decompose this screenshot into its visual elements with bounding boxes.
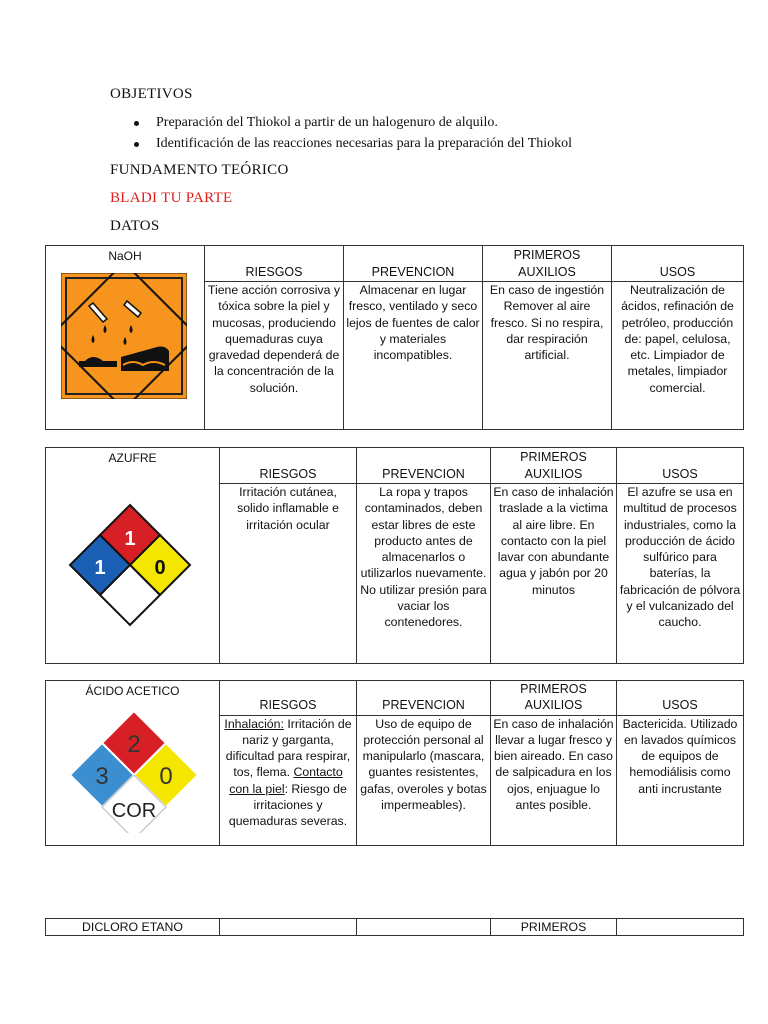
col-primeros-auxilios: PRIMEROS AUXILIOS	[483, 246, 612, 282]
col-primeros: PRIMEROS	[491, 919, 617, 936]
azufre-usos: El azufre se usa en multitud de procesos industriales, como la producción de ácido sulfúrico para baterías, la fabricación de pólvora y el vulcanizado del caucho.	[617, 484, 744, 664]
heading-fundamento: FUNDAMENTO TEÓRICO	[110, 162, 289, 178]
svg-text:0: 0	[154, 557, 166, 579]
svg-text:2: 2	[127, 731, 141, 758]
list-item: Preparación del Thiokol a partir de un halogenuro de alquilo.	[132, 114, 572, 135]
col-primeros-auxilios: PRIMEROS AUXILIOS	[491, 448, 617, 484]
corrosive-pictogram-icon	[61, 273, 187, 399]
nfpa-diamond-icon	[64, 709, 204, 833]
naoh-prevencion: Almacenar en lugar fresco, ventilado y seco lejos de fuentes de calor y materiales incompatibles.	[344, 282, 483, 430]
bullet-icon	[134, 121, 139, 126]
svg-text:1: 1	[124, 528, 136, 550]
col-riesgos: RIESGOS	[205, 246, 344, 282]
bullet-icon	[134, 142, 139, 147]
svg-text:0: 0	[159, 763, 173, 790]
acido-image-cell	[46, 681, 220, 846]
chem-name: NaOH	[108, 249, 142, 263]
col-prevencion: PREVENCION	[357, 681, 491, 716]
chem-name: ÁCIDO ACETICO	[85, 684, 180, 698]
table-acido-acetico	[45, 680, 744, 846]
col-usos: USOS	[617, 681, 744, 716]
acido-auxilios: En caso de inhalación llevar a lugar fresco y bien aireado. En caso de salpicadura en los ojos, enjuague lo antes posible.	[491, 715, 617, 845]
table-azufre	[45, 447, 744, 664]
svg-text:3: 3	[95, 763, 109, 790]
chem-name: DICLORO ETANO	[46, 919, 220, 936]
table-naoh	[45, 245, 744, 430]
acido-prevencion: Uso de equipo de protección personal al manipularlo (mascara, guantes resistentes, gafas, overoles y botas impermeables).	[357, 715, 491, 845]
naoh-usos: Neutralización de ácidos, refinación de petróleo, producción de: papel, celulosa, etc. Limpiador de metales, limpiador comercial.	[612, 282, 744, 430]
col-usos: USOS	[617, 448, 744, 484]
col-riesgos: RIESGOS	[220, 681, 357, 716]
col-prevencion: PREVENCION	[357, 448, 491, 484]
naoh-image-cell	[46, 246, 205, 430]
azufre-image-cell	[46, 448, 220, 664]
col-prevencion: PREVENCION	[344, 246, 483, 282]
azufre-prevencion: La ropa y trapos contaminados, deben estar libres de este producto antes de almacenarlos o utilizarlos nuevamente. No utilizar presión para vaciar los contenedores.	[357, 484, 491, 664]
nfpa-diamond-icon	[68, 503, 192, 627]
heading-bladi: BLADI TU PARTE	[110, 190, 233, 206]
naoh-riesgos: Tiene acción corrosiva y tóxica sobre la piel y mucosas, produciendo quemaduras cuya gravedad dependerá de la concentración de la solución.	[205, 282, 344, 430]
azufre-auxilios: En caso de inhalación traslade a la victima al aire libre. En contacto con la piel lavar con abundante agua y jabón por 20 minutos	[491, 484, 617, 664]
acido-usos: Bactericida. Utilizado en lavados químicos de equipos de hemodiálisis como anti incrustante	[617, 715, 744, 845]
svg-text:1: 1	[94, 557, 106, 579]
col-usos: USOS	[612, 246, 744, 282]
objetivos-list	[132, 114, 572, 156]
col-riesgos: RIESGOS	[220, 448, 357, 484]
col-primeros-auxilios: PRIMEROS AUXILIOS	[491, 681, 617, 716]
heading-objetivos: OBJETIVOS	[110, 86, 193, 102]
naoh-auxilios: En caso de ingestión Remover al aire fresco. Si no respira, dar respiración artificial.	[483, 282, 612, 430]
list-item: Identificación de las reacciones necesarias para la preparación del Thiokol	[132, 135, 572, 156]
table-dicloro-etano	[45, 918, 744, 936]
azufre-riesgos: Irritación cutánea, solido inflamable e irritación ocular	[220, 484, 357, 664]
svg-text:COR: COR	[111, 800, 157, 822]
chem-name: AZUFRE	[108, 451, 157, 465]
acido-riesgos: Inhalación: Irritación de nariz y garganta, dificultad para respirar, tos, flema. Contacto con la piel: Riesgo de irritaciones y quemaduras severas.	[220, 715, 357, 845]
heading-datos: DATOS	[110, 218, 160, 234]
